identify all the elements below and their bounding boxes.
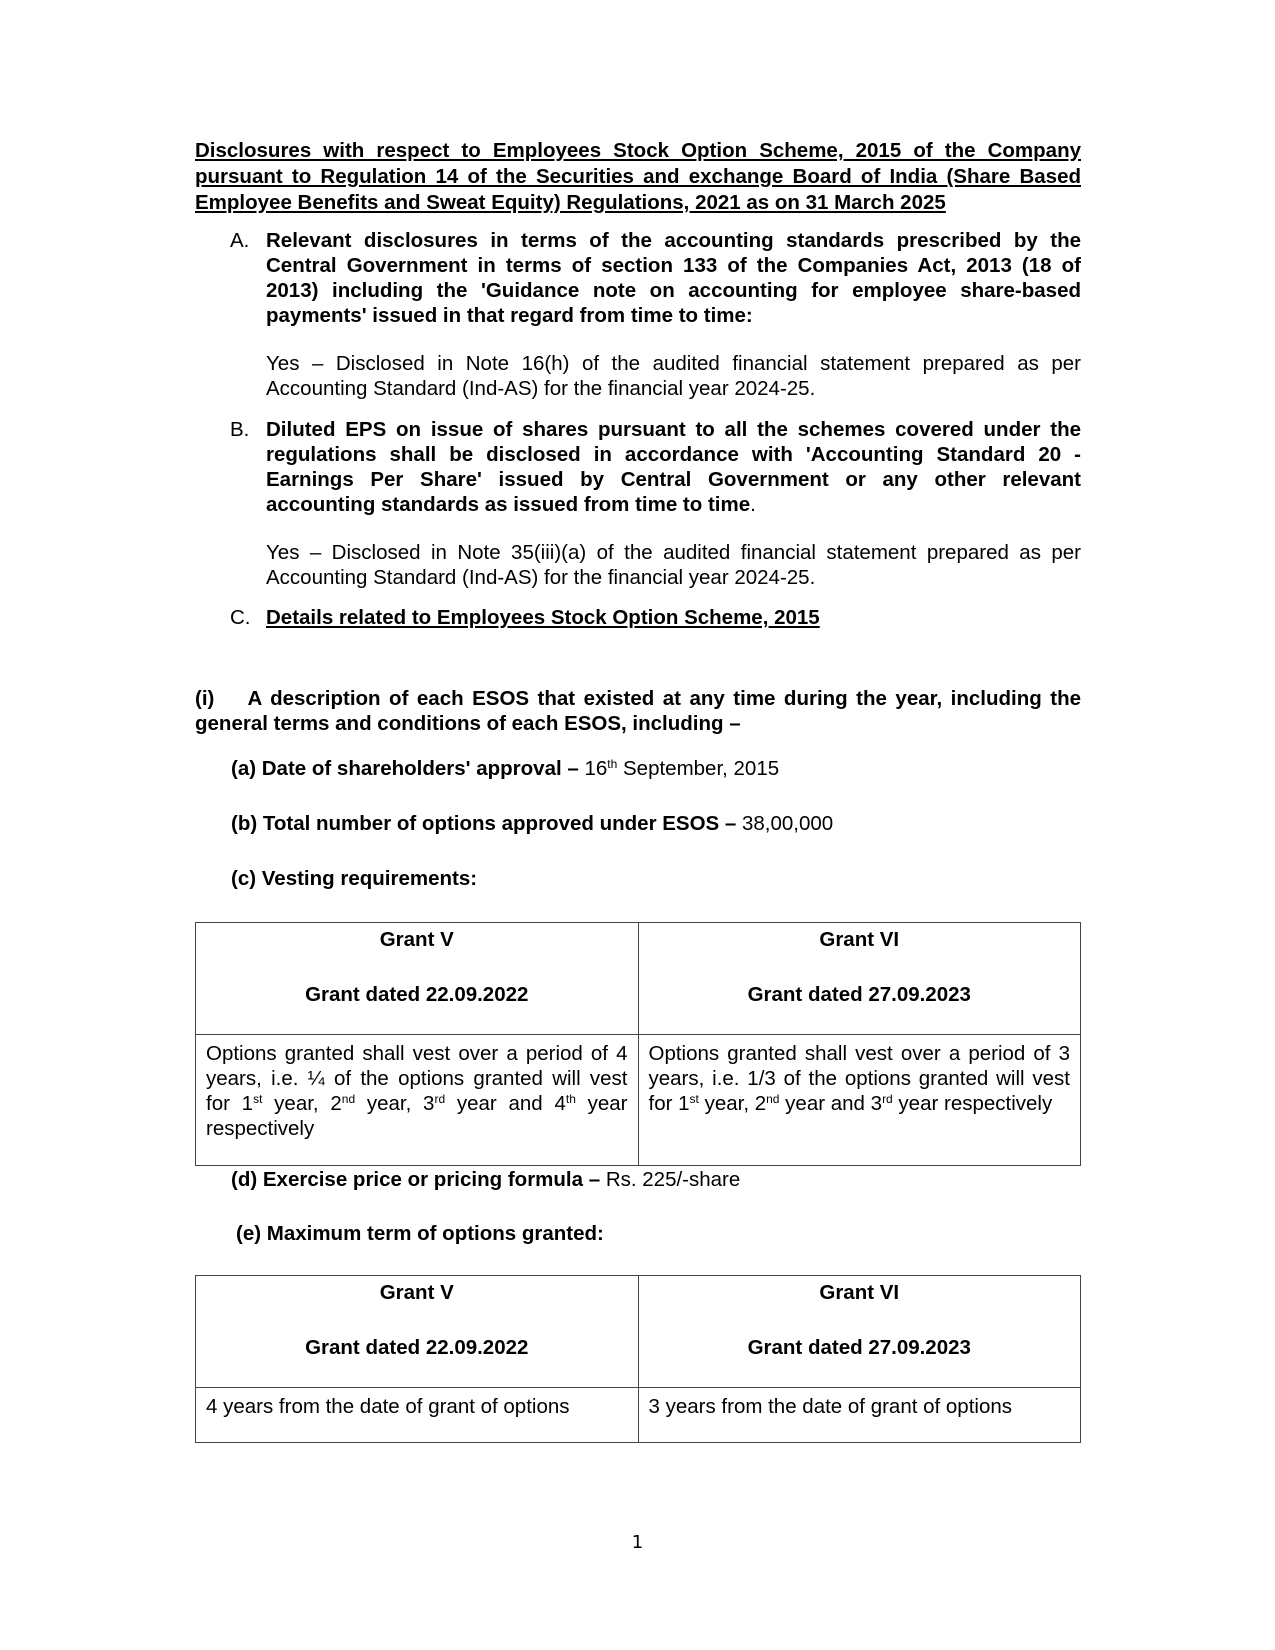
term-table (195, 1275, 1081, 1443)
item-a-rest: September, 2015 (617, 757, 780, 780)
section-c (230, 605, 1081, 630)
vesting-vi-sup-2: nd (766, 1092, 780, 1106)
vesting-vi-sup-3: rd (882, 1092, 893, 1106)
vesting-table-row (196, 1035, 1081, 1166)
term-cell-grant-vi: 3 years from the date of grant of options (638, 1388, 1081, 1443)
vesting-v-sup-2: nd (341, 1092, 356, 1106)
document-title: Disclosures with respect to Employees Stock Option Scheme, 2015 of the Company pursuant to Regulation 14 of the Securities and exchange Board of India (Share Based Employee Benefits and Sweat Equity) Regulations, 2021 as on 31 March 2025 (195, 139, 1081, 214)
vesting-table-header-row (196, 923, 1081, 1035)
item-a-day: 16 (578, 757, 608, 780)
section-b-heading: Diluted EPS on issue of shares pursuant to all the schemes covered under the regulations shall be disclosed in accordance with 'Accounting Standard 20 - Earnings Per Share' issued by Central Government or any other relevant accounting standards as issued from time to time (266, 418, 1081, 516)
vesting-v-text-1: Options granted shall vest over a period of 4 years, i.e. ¼ of the options granted will vest for 1 (206, 1042, 628, 1115)
section-b-letter: B. (230, 418, 250, 441)
item-e-label: (e) Maximum term of options granted: (236, 1222, 604, 1245)
section-a-heading: Relevant disclosures in terms of the accounting standards prescribed by the Central Government in terms of section 133 of the Companies Act, 2013 (18 of 2013) including the 'Guidance note on accounting for employee share-based payments' issued in that regard from time to time: (266, 229, 1081, 327)
item-b-value: 38,00,000 (736, 812, 834, 835)
vesting-v-text-5: year respectively (206, 1092, 628, 1140)
item-a-approval-date (231, 756, 779, 781)
term-table-header-row (196, 1276, 1081, 1388)
section-a-answer: Yes – Disclosed in Note 16(h) of the audited financial statement prepared as per Accounting Standard (Ind-AS) for the financial year 2024-25. (266, 352, 1081, 400)
item-c-vesting (231, 866, 477, 891)
vesting-vi-text-4: year respectively (892, 1092, 1053, 1115)
item-d-value: Rs. 225/-share (600, 1168, 741, 1191)
vesting-cell-grant-vi (638, 1035, 1081, 1166)
term-header-grant-v (196, 1276, 639, 1388)
vesting-v-sup-3: rd (434, 1092, 446, 1106)
item-a-sup: th (607, 757, 618, 771)
vesting-v-sup-4: th (565, 1092, 576, 1106)
item-d-exercise-price (231, 1167, 740, 1192)
term-header-grant-vi-date: Grant dated 27.09.2023 (747, 1336, 971, 1359)
vesting-header-grant-v (196, 923, 639, 1035)
vesting-vi-text-3: year and 3 (779, 1092, 883, 1115)
term-header-grant-v-name: Grant V (379, 1281, 454, 1304)
vesting-vi-text-1: Options granted shall vest over a period of 3 years, i.e. 1/3 of the options granted will vest for 1 (648, 1042, 1070, 1115)
vesting-header-grant-vi-name: Grant VI (819, 928, 900, 951)
term-cell-grant-v: 4 years from the date of grant of options (196, 1388, 639, 1443)
term-header-grant-vi-name: Grant VI (819, 1281, 900, 1304)
item-b-total-options (231, 811, 833, 836)
vesting-cell-grant-v (196, 1035, 639, 1166)
item-d-label: (d) Exercise price or pricing formula – (231, 1168, 601, 1191)
section-b-heading-block (266, 417, 1081, 517)
vesting-v-text-4: year and 4 (445, 1092, 566, 1115)
vesting-v-text-3: year, 3 (355, 1092, 435, 1115)
section-a (230, 228, 1081, 401)
item-b-label: (b) Total number of options approved under ESOS – (231, 812, 737, 835)
term-table-row (196, 1388, 1081, 1443)
esos-description-paragraph: (i) A description of each ESOS that existed at any time during the year, including the general terms and conditions of each ESOS, including – (195, 687, 1087, 735)
section-c-heading: Details related to Employees Stock Option Scheme, 2015 (266, 606, 820, 629)
page-number: 1 (631, 1532, 644, 1553)
vesting-table (195, 922, 1081, 1166)
vesting-v-text-2: year, 2 (262, 1092, 342, 1115)
item-a-label: (a) Date of shareholders' approval – (231, 757, 579, 780)
vesting-header-grant-vi-date: Grant dated 27.09.2023 (747, 983, 971, 1006)
vesting-vi-text-2: year, 2 (698, 1092, 767, 1115)
section-b-answer: Yes – Disclosed in Note 35(iii)(a) of the audited financial statement prepared as per Accounting Standard (Ind-AS) for the financial year 2024-25. (266, 541, 1081, 589)
vesting-vi-sup-1: st (689, 1092, 699, 1106)
vesting-header-grant-vi (638, 923, 1081, 1035)
term-header-grant-vi (638, 1276, 1081, 1388)
vesting-header-grant-v-date: Grant dated 22.09.2022 (305, 983, 529, 1006)
section-c-letter: C. (230, 606, 251, 629)
section-b-heading-end: . (750, 493, 756, 516)
item-e-maximum-term (236, 1221, 604, 1246)
vesting-v-sup-1: st (253, 1092, 263, 1106)
section-b (230, 417, 1081, 590)
item-c-label: (c) Vesting requirements: (231, 867, 478, 890)
vesting-header-grant-v-name: Grant V (379, 928, 454, 951)
term-header-grant-v-date: Grant dated 22.09.2022 (305, 1336, 529, 1359)
section-a-letter: A. (230, 229, 250, 252)
